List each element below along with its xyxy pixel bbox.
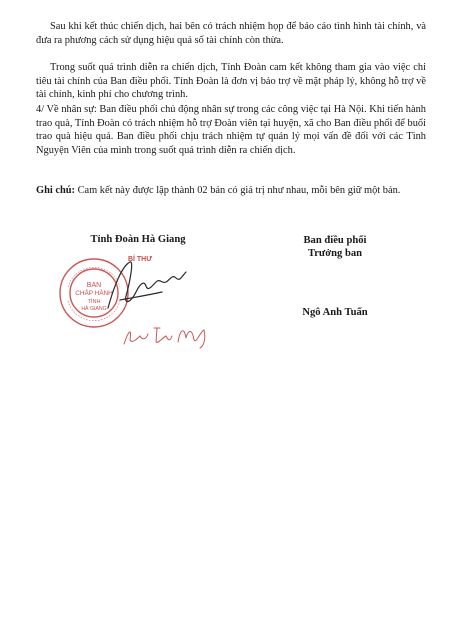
paragraph-finance-report: Sau khi kết thúc chiến dịch, hai bên có trách nhiệm họp để báo cáo tình hình tài chính, và đưa ra phương cách sử dụng hiệu quả số tài chính còn thừa. xyxy=(36,21,426,46)
paragraph-finance-commitment: Trong suốt quá trình diễn ra chiến dịch, Tỉnh Đoàn cam kết không tham gia vào việc chi tiêu tài chính của Ban điều phối. Tỉnh Đoàn là đơn vị bảo trợ về mặt pháp lý, không hỗ trợ về tài chính, kinh phí cho chương trình. xyxy=(36,62,426,101)
paragraph-personnel: 4/ Về nhân sự: Ban điều phối chủ động nhân sự trong các công việc tại Hà Nội. Khi tiến hành trao quà, Tỉnh Đoàn có trách nhiệm hỗ trợ Đoàn viên tại huyện, xã cho Ban điều phối để buổi trao quà hiệu quả. Ban điều phối chịu trách nhiệm tự quản lý mọi vấn đề đối với các Tình Nguyện Viên của mình trong suốt quá trình diễn ra chiến dịch. xyxy=(36,104,426,156)
note-text: Cam kết này được lập thành 02 bản có giá trị như nhau, mỗi bên giữ một bản. xyxy=(74,185,401,196)
seal-center-line1: BAN xyxy=(86,282,102,289)
seal-center-line4: HÀ GIANG xyxy=(81,306,107,312)
seal-center-line3: TỈNH xyxy=(87,299,101,305)
signature-right-role: Trưởng ban xyxy=(307,248,363,259)
signature-right-name: Ngô Anh Tuấn xyxy=(302,307,368,318)
signature-left-title: Tỉnh Đoàn Hà Giang xyxy=(90,234,186,245)
handwritten-name-icon xyxy=(120,318,220,350)
handwritten-signature-icon xyxy=(100,256,192,314)
signature-right-org: Ban điều phối xyxy=(303,235,367,246)
note-label: Ghi chú: xyxy=(36,185,75,196)
paragraph-note xyxy=(36,184,426,198)
seal-center-line2: CHẤP HÀNH xyxy=(75,290,113,297)
seal-stamp-title: BÍ THƯ xyxy=(127,256,153,263)
